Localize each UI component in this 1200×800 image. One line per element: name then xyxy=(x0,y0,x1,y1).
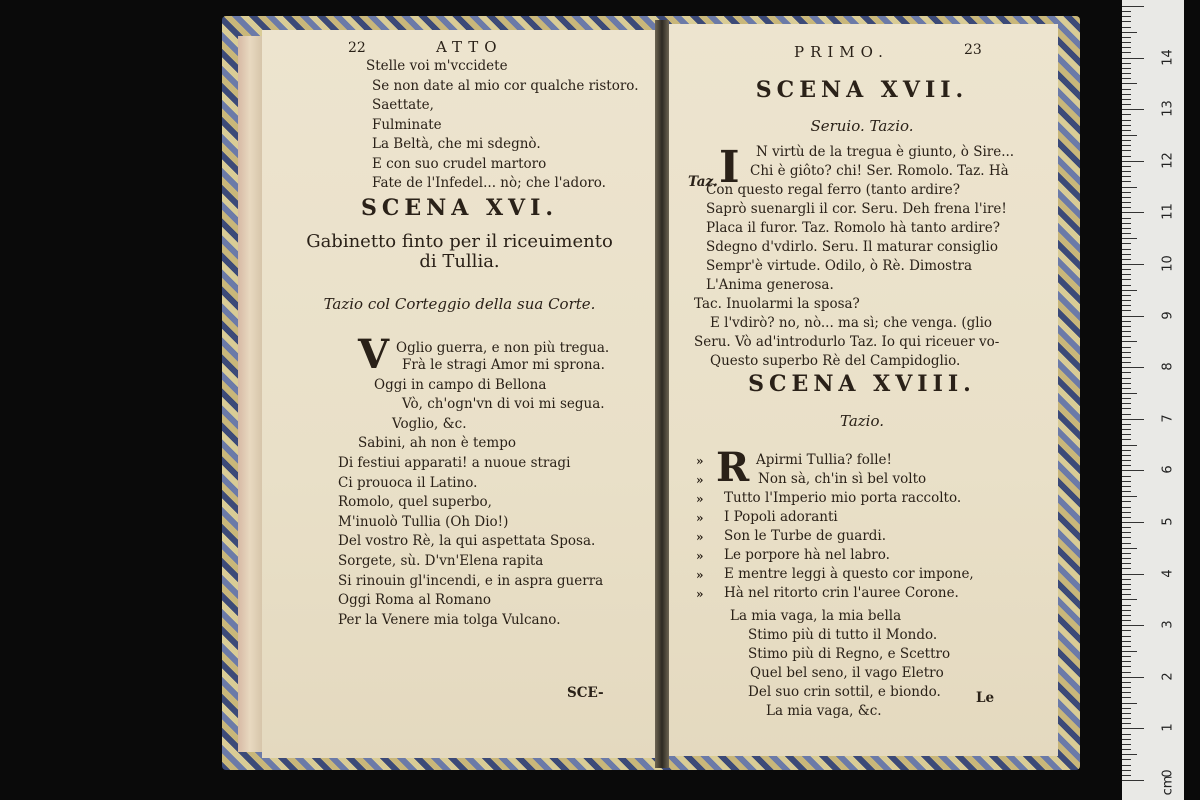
ruler-tick xyxy=(1122,739,1131,740)
ruler-tick xyxy=(1122,470,1144,471)
drop-cap: I xyxy=(719,142,740,193)
text-line: Ci prouoca il Latino. xyxy=(338,474,478,491)
text-line: Hà nel ritorto crin l'auree Corone. xyxy=(724,585,959,601)
text-line: N virtù de la tregua è giunto, ò Sire... xyxy=(756,144,1015,160)
text-line: Tutto l'Imperio mio porta raccolto. xyxy=(724,490,962,506)
quote-mark: » xyxy=(696,549,704,563)
ruler-tick xyxy=(1122,11,1131,12)
text-line: Chi è giôto? chi! Ser. Romolo. Taz. Hà xyxy=(750,163,1009,179)
text-line: Se non date al mio cor qualche ristoro. xyxy=(372,77,639,94)
text-line: Oggi in campo di Bellona xyxy=(374,376,547,393)
text-line: Del suo crin sottil, e biondo. xyxy=(748,684,941,700)
ruler-tick xyxy=(1122,630,1131,631)
ruler-tick xyxy=(1122,233,1131,234)
ruler-tick xyxy=(1122,383,1131,384)
ruler-tick xyxy=(1122,135,1137,136)
ruler-tick xyxy=(1122,6,1144,7)
ruler-tick xyxy=(1122,465,1131,466)
ruler-tick xyxy=(1122,646,1131,647)
text-line: La Beltà, che mi sdegnò. xyxy=(372,136,541,152)
ruler-tick xyxy=(1122,408,1131,409)
text-line: Quel bel seno, il vago Eletro xyxy=(750,665,944,681)
ruler-tick xyxy=(1122,145,1131,146)
text-line: Voglio, &c. xyxy=(392,415,467,432)
ruler-tick xyxy=(1122,486,1131,487)
ruler-tick xyxy=(1122,708,1131,709)
ruler-number: 1 xyxy=(1160,723,1176,733)
ruler-tick xyxy=(1122,574,1144,575)
ruler-tick xyxy=(1122,434,1131,435)
ruler-tick xyxy=(1122,192,1131,193)
ruler-tick xyxy=(1122,414,1131,415)
ruler-tick xyxy=(1122,770,1131,771)
ruler-tick xyxy=(1122,238,1137,239)
ruler-tick xyxy=(1122,310,1131,311)
text-line: Frà le stragi Amor mi sprona. xyxy=(402,357,605,373)
ruler-number: 7 xyxy=(1160,414,1176,423)
ruler-tick xyxy=(1122,672,1131,673)
ruler-tick xyxy=(1122,754,1137,755)
ruler-tick xyxy=(1122,331,1131,332)
ruler-tick xyxy=(1122,656,1131,657)
ruler-tick xyxy=(1122,537,1131,538)
ruler-tick xyxy=(1122,228,1131,229)
first-line: Oglio guerra, e non più tregua. xyxy=(396,340,610,356)
ruler-tick xyxy=(1122,52,1131,53)
ruler-tick xyxy=(1122,507,1131,508)
text-line: Vò, ch'ogn'vn di voi mi segua. xyxy=(402,396,605,413)
ruler-tick xyxy=(1122,58,1144,59)
text-line: E l'vdirò? no, nò... ma sì; che venga. (glio xyxy=(710,315,993,331)
running-head: PRIMO. xyxy=(794,43,889,61)
ruler-tick xyxy=(1122,109,1144,110)
right-page xyxy=(666,24,1058,756)
ruler-number: 10 xyxy=(1160,255,1176,272)
ruler-tick xyxy=(1122,223,1131,224)
ruler-tick xyxy=(1122,615,1131,616)
ruler-tick xyxy=(1122,47,1131,48)
ruler-tick xyxy=(1122,274,1131,275)
ruler-tick xyxy=(1122,476,1131,477)
ruler-tick xyxy=(1122,429,1131,430)
ruler-tick xyxy=(1122,718,1131,719)
ruler-tick xyxy=(1122,584,1131,585)
ruler-tick xyxy=(1122,347,1131,348)
left-page xyxy=(262,30,657,758)
ruler-tick xyxy=(1122,682,1131,683)
ruler-tick xyxy=(1122,357,1131,358)
text-line: Con questo regal ferro (tanto ardire? xyxy=(706,182,961,198)
ruler-tick xyxy=(1122,120,1131,121)
ruler-tick xyxy=(1122,481,1131,482)
ruler-tick xyxy=(1122,697,1131,698)
text-line: I Popoli adoranti xyxy=(724,509,838,525)
ruler-tick xyxy=(1122,625,1144,626)
ruler-tick xyxy=(1122,279,1131,280)
ruler-tick xyxy=(1122,393,1137,394)
text-line: Sabini, ah non è tempo xyxy=(358,435,516,452)
ruler-tick xyxy=(1122,563,1131,564)
text-line: Le porpore hà nel labro. xyxy=(724,547,890,563)
quote-mark: » xyxy=(696,568,704,582)
text-line: Oggi Roma al Romano xyxy=(338,592,492,609)
quote-mark: » xyxy=(696,492,704,506)
ruler-tick xyxy=(1122,553,1131,554)
ruler-tick xyxy=(1122,605,1131,606)
ruler-tick xyxy=(1122,666,1131,667)
ruler-tick xyxy=(1122,104,1131,105)
ruler-tick xyxy=(1122,734,1131,735)
ruler-tick xyxy=(1122,424,1131,425)
ruler-tick xyxy=(1122,388,1131,389)
text-line: Placa il furor. Taz. Romolo hà tanto ardire? xyxy=(706,220,1000,236)
ruler-tick xyxy=(1122,641,1131,642)
ruler-tick xyxy=(1122,130,1131,131)
text-line: Sempr'è virtude. Odilo, ò Rè. Dimostra xyxy=(706,258,972,274)
ruler-tick xyxy=(1122,27,1131,28)
ruler-tick xyxy=(1122,37,1131,38)
scene-title: Gabinetto finto per il riceuimento xyxy=(306,231,613,252)
ruler-tick xyxy=(1122,300,1131,301)
ruler-tick xyxy=(1122,259,1131,260)
ruler-tick xyxy=(1122,290,1137,291)
ruler-number: 14 xyxy=(1160,48,1176,66)
ruler-tick xyxy=(1122,501,1131,502)
ruler-tick xyxy=(1122,687,1131,688)
ruler-tick xyxy=(1122,362,1131,363)
ruler-tick xyxy=(1122,703,1137,704)
ruler-tick xyxy=(1122,460,1131,461)
scene-heading: SCENA XVI. xyxy=(360,195,559,221)
ruler-number: 0 xyxy=(1160,769,1176,778)
quote-mark: » xyxy=(696,473,704,487)
ruler-tick xyxy=(1122,249,1131,250)
quote-mark: » xyxy=(696,511,704,525)
text-line: L'Anima generosa. xyxy=(706,277,834,293)
ruler-tick xyxy=(1122,661,1131,662)
ruler-tick xyxy=(1122,218,1131,219)
quote-mark: » xyxy=(696,530,704,544)
ruler-tick xyxy=(1122,439,1131,440)
drop-cap: V xyxy=(358,331,390,378)
ruler-tick xyxy=(1122,692,1131,693)
text-line: Non sà, ch'in sì bel volto xyxy=(758,471,927,487)
ruler-tick xyxy=(1122,594,1131,595)
ruler-tick xyxy=(1122,326,1131,327)
ruler-tick xyxy=(1122,99,1131,100)
text-line: Stimo più di Regno, e Scettro xyxy=(748,646,951,662)
page-number: 23 xyxy=(964,42,982,58)
ruler-number: 2 xyxy=(1160,672,1176,681)
ruler-tick xyxy=(1122,512,1131,513)
scene-title-continued: di Tullia. xyxy=(419,251,500,272)
ruler-tick xyxy=(1122,749,1131,750)
ruler-tick xyxy=(1122,548,1137,549)
text-line: Stimo più di tutto il Mondo. xyxy=(748,627,938,643)
ruler-tick xyxy=(1122,181,1131,182)
text-line: Sorgete, sù. D'vn'Elena rapita xyxy=(338,553,544,569)
ruler-tick xyxy=(1122,455,1131,456)
ruler-tick xyxy=(1122,589,1131,590)
ruler-tick xyxy=(1122,491,1131,492)
ruler-tick xyxy=(1122,558,1131,559)
ruler-tick xyxy=(1122,527,1131,528)
text-line: La mia vaga, &c. xyxy=(766,703,882,719)
ruler-number: 13 xyxy=(1160,100,1176,117)
ruler-tick xyxy=(1122,398,1131,399)
catchword: Le xyxy=(976,690,995,706)
ruler-tick xyxy=(1122,197,1131,198)
ruler-number: 8 xyxy=(1160,362,1176,371)
ruler-tick xyxy=(1122,568,1131,569)
page-number: 22 xyxy=(348,40,366,56)
ruler-tick xyxy=(1122,744,1131,745)
ruler-tick xyxy=(1122,68,1131,69)
scene-heading: SCENA XVIII. xyxy=(748,371,976,397)
ruler-tick xyxy=(1122,713,1131,714)
ruler-tick xyxy=(1122,532,1131,533)
text-line: Si rinouin gl'incendi, e in aspra guerra xyxy=(338,572,604,589)
ruler-tick xyxy=(1122,32,1137,33)
ruler-number: 3 xyxy=(1160,620,1176,629)
ruler-tick xyxy=(1122,212,1144,213)
ruler-tick xyxy=(1122,254,1131,255)
ruler-tick xyxy=(1122,89,1131,90)
ruler-tick xyxy=(1122,285,1131,286)
ruler-tick xyxy=(1122,316,1144,317)
characters: Tazio. xyxy=(839,412,885,430)
ruler-tick xyxy=(1122,403,1131,404)
text-line: La mia vaga, la mia bella xyxy=(730,608,902,624)
ruler-number: 9 xyxy=(1160,310,1176,320)
ruler-tick xyxy=(1122,450,1131,451)
ruler-tick xyxy=(1122,156,1131,157)
text-line: Apirmi Tullia? folle! xyxy=(756,452,892,468)
quote-mark: » xyxy=(696,587,704,601)
ruler-tick xyxy=(1122,341,1137,342)
text-line: Di festiui apparati! a nuoue stragi xyxy=(338,455,571,471)
ruler-tick xyxy=(1122,352,1131,353)
ruler-tick xyxy=(1122,21,1131,22)
ruler-tick xyxy=(1122,636,1131,637)
ruler-tick xyxy=(1122,187,1137,188)
ruler-tick xyxy=(1122,94,1131,95)
ruler-tick xyxy=(1122,42,1131,43)
ruler-number: 6 xyxy=(1160,465,1176,475)
ruler-tick xyxy=(1122,114,1131,115)
text-line: Son le Turbe de guardi. xyxy=(724,528,887,544)
text-line: Saprò suenargli il cor. Seru. Deh frena l'ire! xyxy=(706,201,1007,217)
ruler-tick xyxy=(1122,336,1131,337)
ruler-tick xyxy=(1122,522,1144,523)
ruler-tick xyxy=(1122,367,1144,368)
ruler-tick xyxy=(1122,243,1131,244)
ruler-number: 12 xyxy=(1160,152,1176,169)
ruler-tick xyxy=(1122,599,1137,600)
text-line: Romolo, quel superbo, xyxy=(338,494,492,511)
ruler-tick xyxy=(1122,723,1131,724)
ruler-tick xyxy=(1122,171,1131,172)
text-line: Fate de l'Infedel... nò; che l'adoro. xyxy=(372,175,606,191)
ruler-tick xyxy=(1122,295,1131,296)
text-line: M'inuolò Tullia (Oh Dio!) xyxy=(338,513,509,530)
text-line: Del vostro Rè, la qui aspettata Sposa. xyxy=(338,533,596,550)
text-line: Questo superbo Rè del Campidoglio. xyxy=(710,353,961,369)
speaker-label: Taz. xyxy=(688,174,718,190)
ruler-tick xyxy=(1122,269,1131,270)
drop-cap: R xyxy=(716,444,750,491)
text-line: Stelle voi m'vccidete xyxy=(366,58,508,74)
ruler-tick xyxy=(1122,125,1131,126)
ruler-number: 5 xyxy=(1160,517,1176,526)
running-head: ATTO xyxy=(436,38,503,56)
ruler-tick xyxy=(1122,78,1131,79)
ruler-tick xyxy=(1122,176,1131,177)
ruler-tick xyxy=(1122,140,1131,141)
ruler-tick xyxy=(1122,728,1144,729)
catchword: SCE- xyxy=(567,685,604,701)
ruler-tick xyxy=(1122,372,1131,373)
ruler-tick xyxy=(1122,150,1131,151)
measurement-ruler xyxy=(1122,0,1184,800)
ruler-tick xyxy=(1122,202,1131,203)
ruler-tick xyxy=(1122,765,1131,766)
ruler-tick xyxy=(1122,419,1144,420)
text-line: E con suo crudel martoro xyxy=(372,155,547,172)
ruler-tick xyxy=(1122,16,1131,17)
ruler-tick xyxy=(1122,305,1131,306)
ruler-tick xyxy=(1122,73,1131,74)
ruler-number: 4 xyxy=(1160,568,1176,578)
ruler-tick xyxy=(1122,378,1131,379)
ruler-tick xyxy=(1122,759,1131,760)
book-gutter xyxy=(655,20,669,768)
ruler-tick xyxy=(1122,63,1131,64)
ruler-tick xyxy=(1122,161,1144,162)
text-line: E mentre leggi à questo cor impone, xyxy=(724,566,974,582)
ruler-tick xyxy=(1122,780,1144,781)
ruler-tick xyxy=(1122,264,1144,265)
text-line: Saettate, xyxy=(372,97,434,113)
ruler-tick xyxy=(1122,207,1131,208)
characters: Seruio. Tazio. xyxy=(810,117,914,135)
ruler-unit: cm xyxy=(1160,775,1176,796)
ruler-tick xyxy=(1122,677,1144,678)
text-line: Tac. Inuolarmi la sposa? xyxy=(694,296,860,312)
text-line: Per la Venere mia tolga Vulcano. xyxy=(338,611,561,628)
ruler-tick xyxy=(1122,445,1137,446)
ruler-tick xyxy=(1122,651,1137,652)
text-line: Sdegno d'vdirlo. Seru. Il maturar consiglio xyxy=(706,239,998,255)
ruler-tick xyxy=(1122,775,1131,776)
ruler-tick xyxy=(1122,610,1131,611)
ruler-tick xyxy=(1122,83,1137,84)
scene-heading: SCENA XVII. xyxy=(755,77,969,103)
ruler-tick xyxy=(1122,166,1131,167)
ruler-tick xyxy=(1122,517,1131,518)
quote-mark: » xyxy=(696,454,704,468)
ruler-tick xyxy=(1122,620,1131,621)
text-line: Seru. Vò ad'introdurlo Taz. Io qui riceuer vo- xyxy=(694,334,1000,350)
ruler-tick xyxy=(1122,579,1131,580)
ruler-tick xyxy=(1122,543,1131,544)
ruler-tick xyxy=(1122,496,1137,497)
ruler-number: 11 xyxy=(1160,203,1176,221)
ruler-tick xyxy=(1122,321,1131,322)
characters: Tazio col Corteggio della sua Corte. xyxy=(323,295,596,313)
text-line: Fulminate xyxy=(372,116,442,133)
